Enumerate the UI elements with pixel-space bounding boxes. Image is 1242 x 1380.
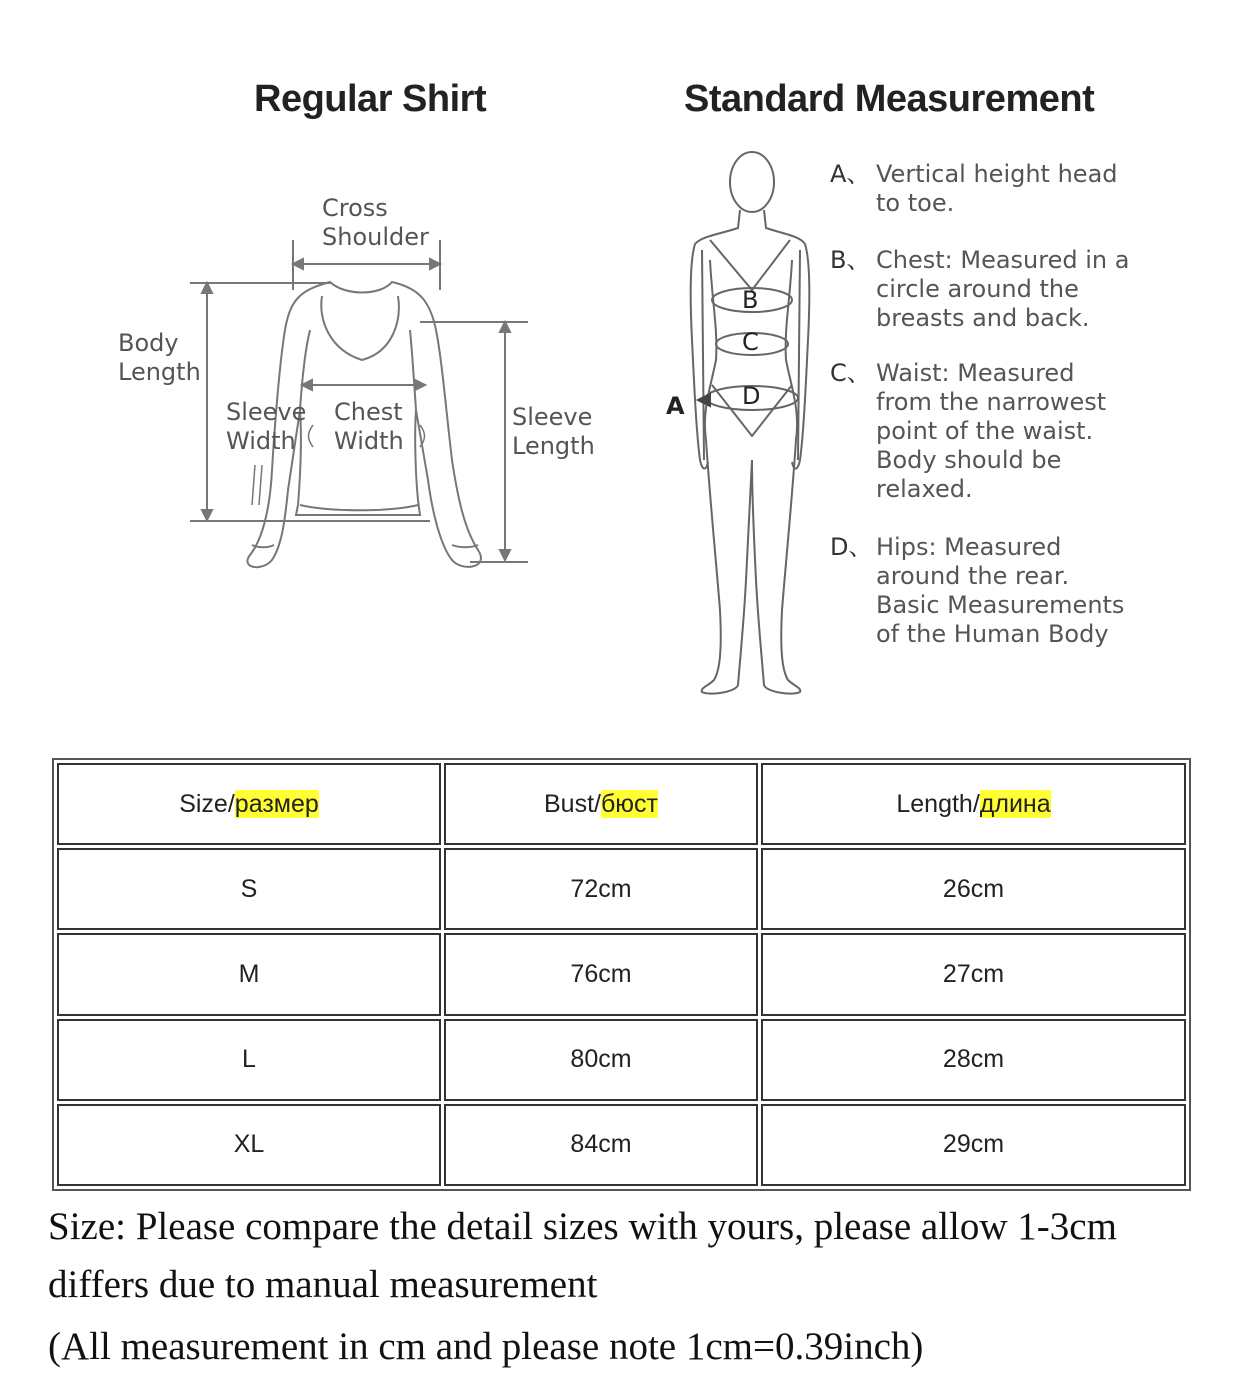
cell-size: XL (57, 1104, 441, 1186)
cell-size: M (57, 933, 441, 1015)
table-header-row (57, 763, 1186, 845)
header-size-ru: размер (234, 789, 319, 818)
shirt-diagram-title: Regular Shirt (254, 78, 487, 120)
measurement-letter-b: B、 (830, 246, 871, 274)
header-size-en: Size/ (179, 789, 235, 818)
measurement-letter-d: D、 (830, 533, 873, 561)
cross-shoulder-label-line1: Cross (322, 194, 388, 222)
header-bust (444, 763, 758, 845)
cross-shoulder-label (322, 194, 429, 252)
table-row (57, 1019, 1186, 1101)
chest-width-label-line2: Width (334, 427, 404, 455)
header-bust-en: Bust/ (543, 789, 601, 818)
cell-length: 28cm (761, 1019, 1186, 1101)
sleeve-length-label-line2: Length (512, 432, 595, 460)
header-length-ru: длина (979, 789, 1051, 818)
measurement-list (830, 160, 1130, 649)
sleeve-length-label (512, 403, 595, 461)
figure-label-b: B (742, 286, 759, 314)
body-length-label-line2: Length (118, 358, 201, 386)
chest-width-label (334, 398, 404, 456)
sleeve-width-label (226, 398, 306, 456)
size-table (52, 758, 1191, 1191)
cell-length: 26cm (761, 848, 1186, 930)
measurement-item-a (830, 160, 1130, 246)
cell-bust: 72cm (444, 848, 758, 930)
table-row (57, 848, 1186, 930)
shirt-illustration (0, 0, 620, 580)
body-length-label-line1: Body (118, 329, 179, 357)
header-length (761, 763, 1186, 845)
sleeve-width-label-line2: Width (226, 427, 296, 455)
conversion-note: (All measurement in cm and please note 1cm=0.39inch) (48, 1325, 924, 1368)
header-bust-ru: бюст (600, 789, 658, 818)
header-length-en: Length/ (896, 789, 980, 818)
chest-width-label-line1: Chest (334, 398, 403, 426)
measurement-item-c (830, 359, 1130, 533)
cell-bust: 84cm (444, 1104, 758, 1186)
table-row (57, 1104, 1186, 1186)
header-size (57, 763, 441, 845)
figure-label-d: D (742, 382, 761, 410)
sleeve-width-label-line1: Sleeve (226, 398, 307, 426)
size-note: Size: Please compare the detail sizes with yours, please allow 1-3cm differs due to manual measurement (48, 1205, 1117, 1306)
measurement-letter-a: A、 (830, 160, 871, 188)
measurement-letter-c: C、 (830, 359, 871, 387)
figure-label-c: C (742, 328, 759, 356)
cell-size: L (57, 1019, 441, 1101)
measurement-text-c: Waist: Measured from the narrowest point of the waist. Body should be relaxed. (876, 359, 1107, 503)
sleeve-length-label-line1: Sleeve (512, 403, 593, 431)
measurement-diagram-title: Standard Measurement (684, 78, 1095, 120)
cell-size: S (57, 848, 441, 930)
measurement-item-b (830, 246, 1130, 359)
cell-bust: 80cm (444, 1019, 758, 1101)
cell-bust: 76cm (444, 933, 758, 1015)
measurement-text-a: Vertical height head to toe. (876, 160, 1118, 217)
cell-length: 29cm (761, 1104, 1186, 1186)
body-length-label (118, 329, 201, 387)
measurement-item-d (830, 533, 1130, 649)
cell-length: 27cm (761, 933, 1186, 1015)
measurement-text-b: Chest: Measured in a circle around the breasts and back. (876, 246, 1130, 332)
measurement-text-d: Hips: Measured around the rear. Basic Measurements of the Human Body (876, 533, 1125, 648)
cross-shoulder-label-line2: Shoulder (322, 223, 429, 251)
table-row (57, 933, 1186, 1015)
figure-label-a: A (666, 392, 685, 420)
